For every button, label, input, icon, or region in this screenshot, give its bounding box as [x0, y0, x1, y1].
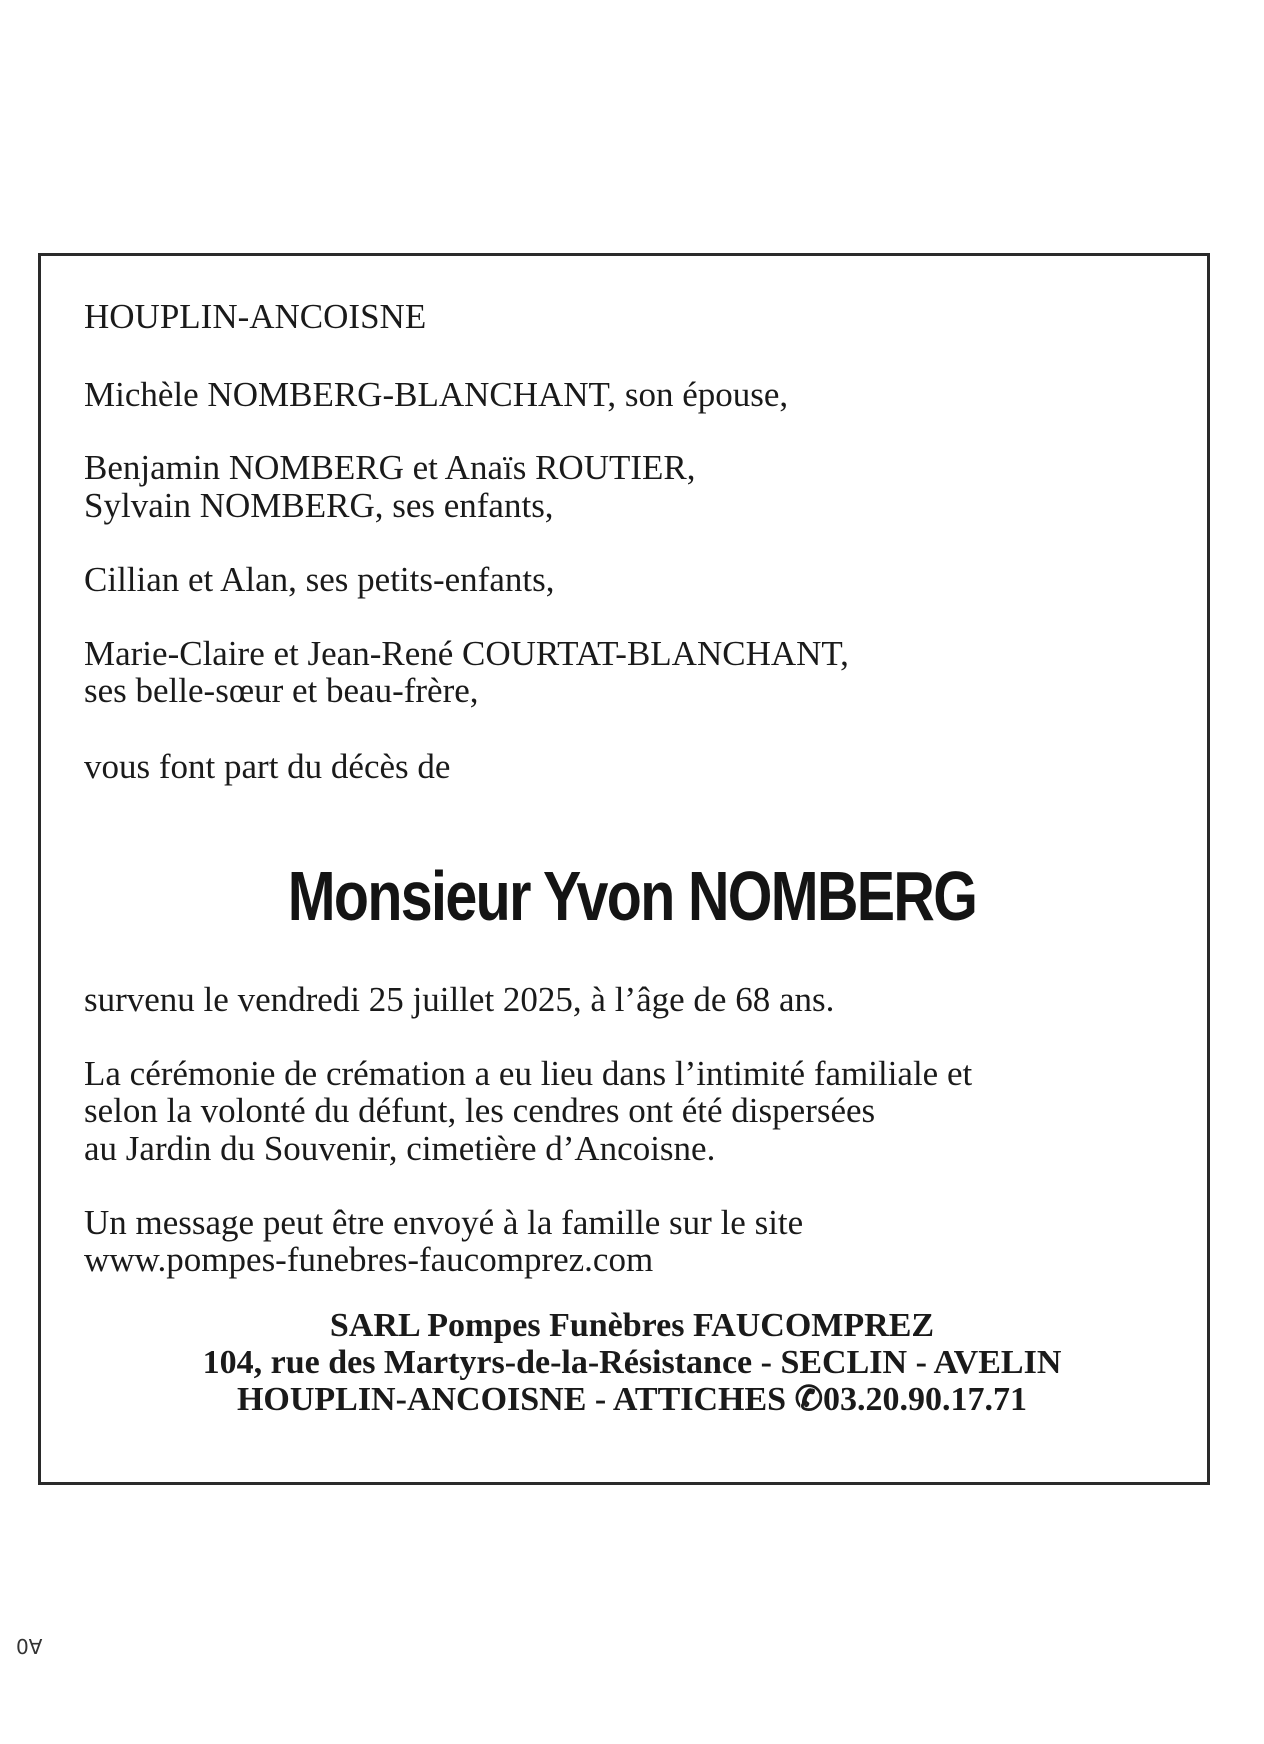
funeral-home-address: 104, rue des Martyrs-de-la-Résistance - SECLIN - AVELIN: [202, 1344, 1062, 1381]
funeral-home-towns-phone: HOUPLIN-ANCOISNE - ATTICHES ✆03.20.90.17.71: [236, 1381, 1028, 1418]
ceremony-line-2: selon la volonté du défunt, les cendres ont été dispersées: [84, 1091, 876, 1130]
message-line-1: Un message peut être envoyé à la famille sur le site: [84, 1203, 804, 1242]
children-line-2: Sylvain NOMBERG, ses enfants,: [84, 486, 554, 525]
deceased-name: Monsieur Yvon NOMBERG: [287, 857, 977, 935]
town-heading: HOUPLIN-ANCOISNE: [84, 297, 427, 336]
ceremony-line-3: au Jardin du Souvenir, cimetière d’Ancoisne.: [84, 1129, 716, 1168]
website-line: www.pompes-funebres-faucomprez.com: [84, 1240, 654, 1279]
spouse-line: Michèle NOMBERG-BLANCHANT, son épouse,: [84, 375, 789, 414]
inlaws-line-2: ses belle-sœur et beau-frère,: [84, 671, 479, 710]
announcement-line: vous font part du décès de: [84, 747, 451, 786]
corner-mark: A0: [16, 1634, 43, 1658]
funeral-home-name: SARL Pompes Funèbres FAUCOMPREZ: [329, 1307, 935, 1344]
children-line-1: Benjamin NOMBERG et Anaïs ROUTIER,: [84, 448, 696, 487]
inlaws-line-1: Marie-Claire et Jean-René COURTAT-BLANCHANT,: [84, 634, 849, 673]
ceremony-line-1: La cérémonie de crémation a eu lieu dans l’intimité familiale et: [84, 1054, 973, 1093]
grandchildren-line: Cillian et Alan, ses petits-enfants,: [84, 560, 555, 599]
date-line: survenu le vendredi 25 juillet 2025, à l’âge de 68 ans.: [84, 980, 835, 1019]
